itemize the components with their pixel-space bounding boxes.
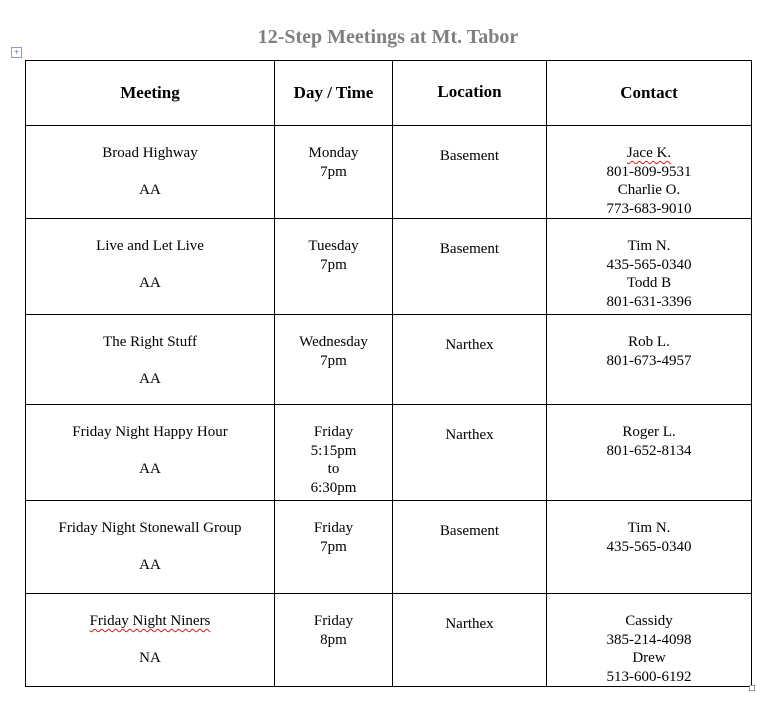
contact-phone: 385-214-4098 [606, 631, 692, 648]
time: 5:15pm [310, 442, 357, 459]
time: 7pm [320, 163, 347, 180]
day: Monday [308, 145, 359, 161]
day: Friday [313, 424, 354, 440]
meeting-name: Live and Let Live [96, 238, 204, 254]
time: 6:30pm [310, 479, 357, 496]
location-cell[interactable] [393, 405, 547, 501]
column-header-location: Location [393, 61, 547, 126]
meeting-cell[interactable] [26, 219, 275, 315]
contact-cell[interactable] [547, 405, 752, 501]
location: Basement [439, 148, 500, 164]
location-cell[interactable] [393, 501, 547, 594]
contact-name: Tim N. [627, 520, 671, 536]
column-header-contact: Contact [547, 61, 752, 126]
day-time-cell[interactable] [275, 405, 393, 501]
location-cell[interactable] [393, 126, 547, 219]
column-header-day-time: Day / Time [275, 61, 393, 126]
table-move-handle-icon[interactable]: + [11, 47, 22, 58]
program-label: NA [139, 649, 161, 666]
meeting-cell[interactable] [26, 405, 275, 501]
time-separator: to [327, 461, 340, 477]
meetings-table [25, 60, 752, 687]
location-cell[interactable] [393, 594, 547, 687]
day-time-cell[interactable] [275, 126, 393, 219]
table-row [26, 126, 752, 219]
contact-phone: 801-631-3396 [606, 293, 692, 310]
contact-name: Todd B [626, 275, 672, 291]
program-label: AA [139, 370, 161, 387]
contact-name: Rob L. [628, 334, 670, 350]
day: Wednesday [299, 334, 368, 350]
location: Narthex [445, 427, 494, 443]
contact-name: Charlie O. [617, 182, 681, 198]
contact-phone: 435-565-0340 [606, 256, 692, 273]
table-resize-handle[interactable] [749, 685, 755, 691]
day-time-cell[interactable] [275, 501, 393, 594]
contact-phone: 435-565-0340 [606, 538, 692, 555]
column-header-meeting: Meeting [26, 61, 275, 126]
location-cell[interactable] [393, 219, 547, 315]
contact-cell[interactable] [547, 501, 752, 594]
contact-phone: 801-673-4957 [606, 352, 692, 369]
meeting-name: Friday Night Niners [89, 613, 211, 629]
contact-name: Drew [632, 650, 666, 666]
contact-phone: 801-652-8134 [606, 442, 692, 459]
table-row [26, 594, 752, 687]
time: 7pm [320, 352, 347, 369]
location: Narthex [445, 337, 494, 353]
day-time-cell[interactable] [275, 315, 393, 405]
table-row [26, 219, 752, 315]
contact-name: Roger L. [622, 424, 676, 440]
program-label: AA [139, 460, 161, 477]
location: Basement [439, 241, 500, 257]
program-label: AA [139, 556, 161, 573]
day: Friday [313, 520, 354, 536]
contact-cell[interactable] [547, 219, 752, 315]
meeting-name: Broad Highway [102, 145, 198, 161]
meeting-cell[interactable] [26, 501, 275, 594]
time: 8pm [320, 631, 347, 648]
location-cell[interactable] [393, 315, 547, 405]
contact-name: Cassidy [625, 613, 673, 629]
meeting-cell[interactable] [26, 594, 275, 687]
table-row [26, 501, 752, 594]
time: 7pm [320, 256, 347, 273]
program-label: AA [139, 274, 161, 291]
contact-phone: 773-683-9010 [606, 200, 692, 217]
contact-cell[interactable] [547, 126, 752, 219]
location: Basement [439, 523, 500, 539]
meeting-name: Friday Night Stonewall Group [58, 520, 242, 536]
contact-cell[interactable] [547, 594, 752, 687]
document-title: 12-Step Meetings at Mt. Tabor [257, 26, 519, 48]
meeting-name: Friday Night Happy Hour [72, 424, 228, 440]
meeting-name: The Right Stuff [103, 334, 197, 350]
table-row [26, 405, 752, 501]
contact-name: Tim N. [627, 238, 671, 254]
meeting-cell[interactable] [26, 126, 275, 219]
header-row [26, 61, 752, 126]
day: Tuesday [308, 238, 359, 254]
day-time-cell[interactable] [275, 219, 393, 315]
contact-phone: 801-809-9531 [606, 163, 692, 180]
program-label: AA [139, 181, 161, 198]
table-row [26, 315, 752, 405]
contact-phone: 513-600-6192 [606, 668, 692, 685]
day-time-cell[interactable] [275, 594, 393, 687]
meeting-cell[interactable] [26, 315, 275, 405]
contact-name: Jace K. [626, 145, 672, 161]
location: Narthex [445, 616, 494, 632]
day: Friday [313, 613, 354, 629]
contact-cell[interactable] [547, 315, 752, 405]
time: 7pm [320, 538, 347, 555]
